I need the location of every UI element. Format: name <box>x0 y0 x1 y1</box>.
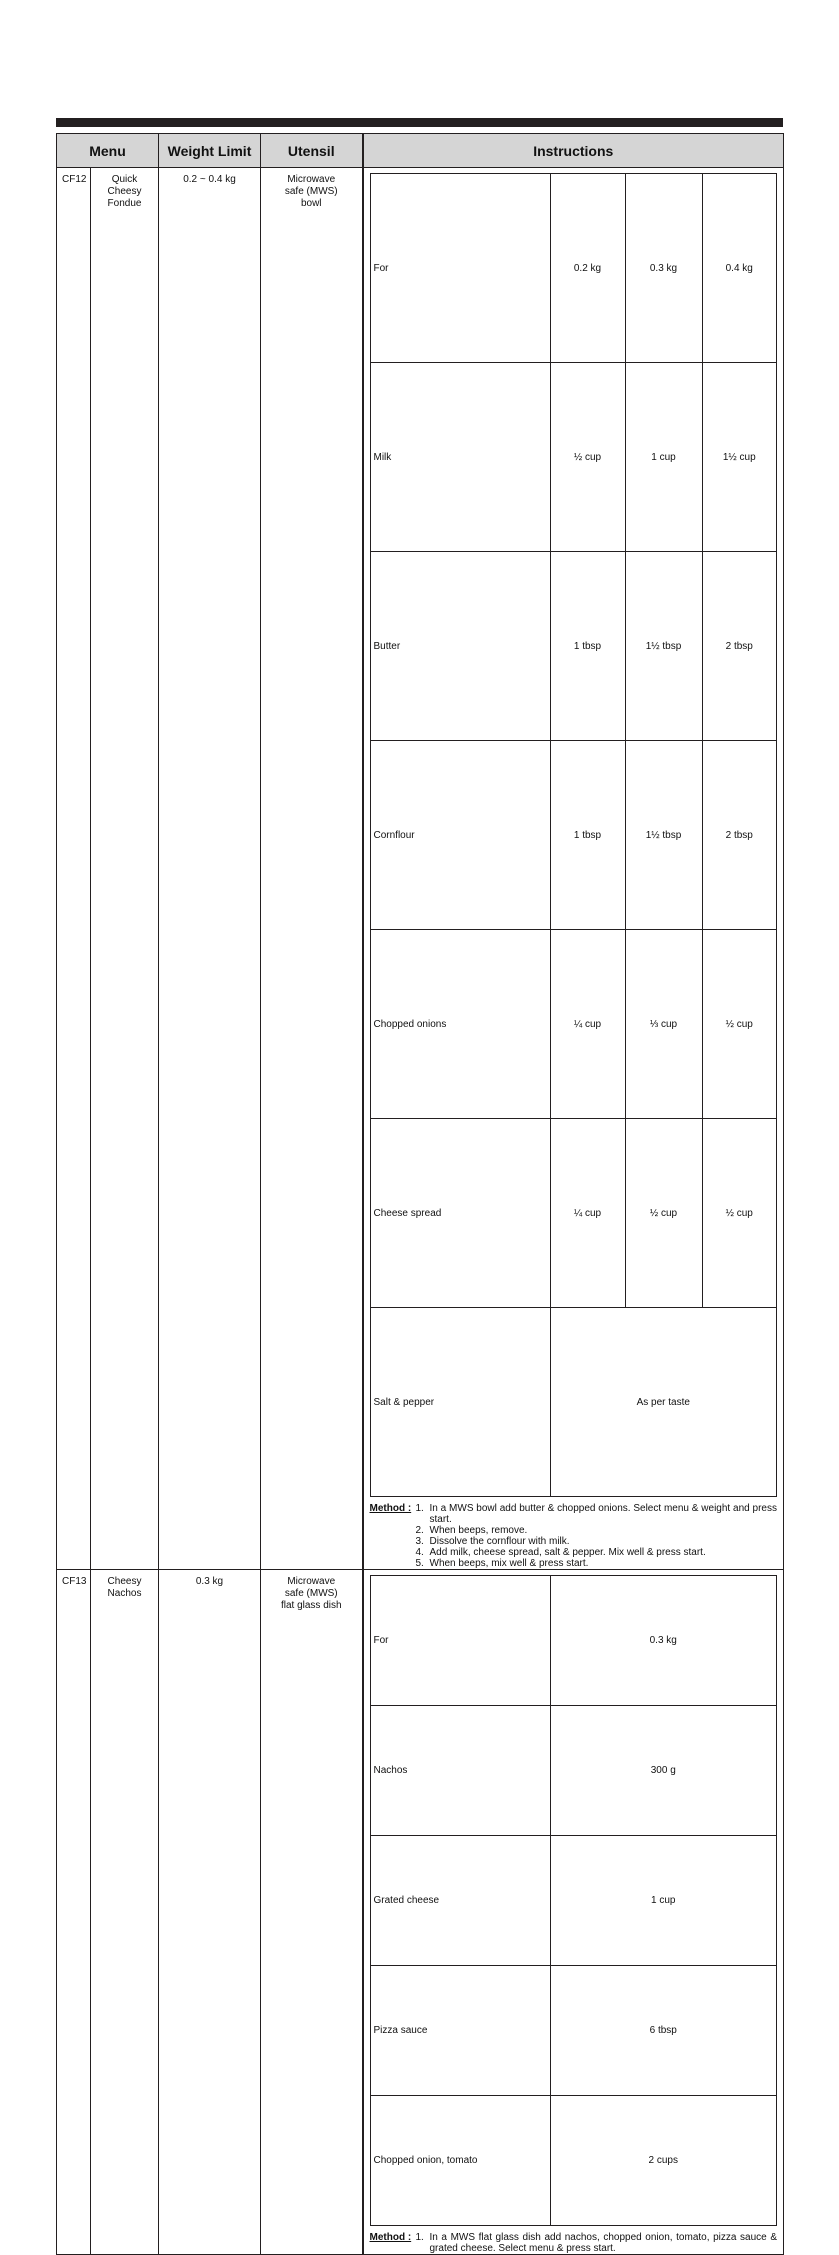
ingredient-name: For <box>370 1576 550 1706</box>
menu-name-line: Nachos <box>107 1588 142 1599</box>
ingredient-qty: 1 cup <box>550 1836 777 1966</box>
ingredient-qty: 1½ cup <box>702 363 777 552</box>
method-steps <box>416 1503 778 1569</box>
utensil-line: safe (MWS) <box>284 186 338 197</box>
ingredient-qty: ¼ cup <box>550 930 625 1119</box>
ingredient-qty: As per taste <box>550 1308 777 1497</box>
menu-name-line: Cheesy <box>107 1576 142 1587</box>
ingredient-qty: 0.3 kg <box>550 1576 777 1706</box>
step-text: When beeps, remove. <box>429 1525 528 1536</box>
weight-limit: 0.3 kg <box>159 1570 261 2255</box>
ingredient-qty: 6 tbsp <box>550 1966 777 2096</box>
ingredient-name: Cheese spread <box>370 1119 550 1308</box>
ingredient-row <box>370 363 777 552</box>
ingredient-name: Butter <box>370 552 550 741</box>
step-text: In a MWS bowl add butter & chopped onions. Select menu & weight and press start. <box>429 1503 777 1525</box>
ingredient-qty: 0.3 kg <box>625 174 702 363</box>
ingredient-table <box>370 173 778 1497</box>
step-text: In a MWS flat glass dish add nachos, chopped onion, tomato, pizza sauce & grated cheese. Select menu & press start. <box>429 2232 777 2254</box>
table-row <box>57 1570 784 2255</box>
ingredient-name: For <box>370 174 550 363</box>
ingredient-name: Cornflour <box>370 741 550 930</box>
step-number: 3. <box>415 1536 424 1547</box>
menu-name-line: Quick <box>111 174 138 185</box>
method <box>370 2232 778 2254</box>
method-step <box>416 1536 778 1547</box>
ingredient-qty: ½ cup <box>702 930 777 1119</box>
step-number: 4. <box>415 1547 424 1558</box>
ingredient-row <box>370 741 777 930</box>
step-number: 1. <box>415 1503 424 1514</box>
ingredient-qty: ¼ cup <box>550 1119 625 1308</box>
method-label: Method : <box>369 2232 412 2243</box>
ingredient-row <box>370 174 777 363</box>
table-row <box>57 168 784 1570</box>
ingredient-row <box>370 552 777 741</box>
utensil <box>261 168 363 1570</box>
ingredient-name: Chopped onions <box>370 930 550 1119</box>
ingredient-qty: 1½ tbsp <box>625 552 702 741</box>
utensil-line: flat glass dish <box>280 1600 342 1611</box>
ingredient-name: Salt & pepper <box>370 1308 550 1497</box>
method-step <box>416 1525 778 1536</box>
ingredient-qty: 2 tbsp <box>702 552 777 741</box>
header-row <box>57 134 784 168</box>
ingredient-qty: 2 cups <box>550 2096 777 2226</box>
ingredient-qty: 1 tbsp <box>550 741 625 930</box>
menu-code: CF13 <box>57 1570 91 2255</box>
instructions <box>363 1570 784 2255</box>
ingredient-qty: 2 tbsp <box>702 741 777 930</box>
ingredient-row <box>370 930 777 1119</box>
utensil-line: Microwave <box>287 174 336 185</box>
ingredient-name: Milk <box>370 363 550 552</box>
ingredient-qty: 0.4 kg <box>702 174 777 363</box>
ingredient-qty: 1½ tbsp <box>625 741 702 930</box>
header-weight-limit: Weight Limit <box>159 134 261 168</box>
utensil-line: Microwave <box>287 1576 336 1587</box>
step-number: 2. <box>415 1525 424 1536</box>
menu-code: CF12 <box>57 168 91 1570</box>
ingredient-qty: 0.2 kg <box>550 174 625 363</box>
ingredient-name: Nachos <box>370 1706 550 1836</box>
method-label: Method : <box>369 1503 412 1514</box>
utensil <box>261 1570 363 2255</box>
header-utensil: Utensil <box>261 134 363 168</box>
ingredient-row <box>370 1966 777 2096</box>
ingredient-qty: ½ cup <box>625 1119 702 1308</box>
ingredient-row <box>370 1576 777 1706</box>
menu-name-line: Cheesy <box>107 186 142 197</box>
ingredient-row <box>370 2096 777 2226</box>
ingredient-qty: ½ cup <box>550 363 625 552</box>
method-step <box>416 2232 778 2254</box>
ingredient-name: Pizza sauce <box>370 1966 550 2096</box>
weight-limit: 0.2 ~ 0.4 kg <box>159 168 261 1570</box>
ingredient-name: Grated cheese <box>370 1836 550 1966</box>
step-text: Dissolve the cornflour with milk. <box>429 1536 570 1547</box>
ingredient-qty: 300 g <box>550 1706 777 1836</box>
utensil-line: safe (MWS) <box>284 1588 338 1599</box>
utensil-line: bowl <box>300 198 322 209</box>
method-step <box>416 1547 778 1558</box>
ingredient-row <box>370 1119 777 1308</box>
recipe-table <box>56 133 784 2255</box>
ingredient-row <box>370 1836 777 1966</box>
menu-name-line: Fondue <box>107 198 142 209</box>
ingredient-row <box>370 1308 777 1497</box>
step-text: Add milk, cheese spread, salt & pepper. Mix well & press start. <box>429 1547 706 1558</box>
ingredient-qty: ½ cup <box>702 1119 777 1308</box>
menu-name <box>91 168 159 1570</box>
ingredient-qty: ⅓ cup <box>625 930 702 1119</box>
step-number: 1. <box>415 2232 424 2243</box>
ingredient-name: Chopped onion, tomato <box>370 2096 550 2226</box>
ingredient-row <box>370 1706 777 1836</box>
ingredient-qty: 1 tbsp <box>550 552 625 741</box>
header-menu: Menu <box>57 134 159 168</box>
method <box>370 1503 778 1569</box>
method-step <box>416 1558 778 1569</box>
instructions <box>363 168 784 1570</box>
method-step <box>416 1503 778 1525</box>
method-steps <box>416 2232 778 2254</box>
top-rule <box>56 118 783 127</box>
ingredient-table <box>370 1575 778 2226</box>
ingredient-qty: 1 cup <box>625 363 702 552</box>
menu-name <box>91 1570 159 2255</box>
step-number: 5. <box>415 1558 424 1569</box>
header-instructions: Instructions <box>363 134 784 168</box>
step-text: When beeps, mix well & press start. <box>429 1558 589 1569</box>
